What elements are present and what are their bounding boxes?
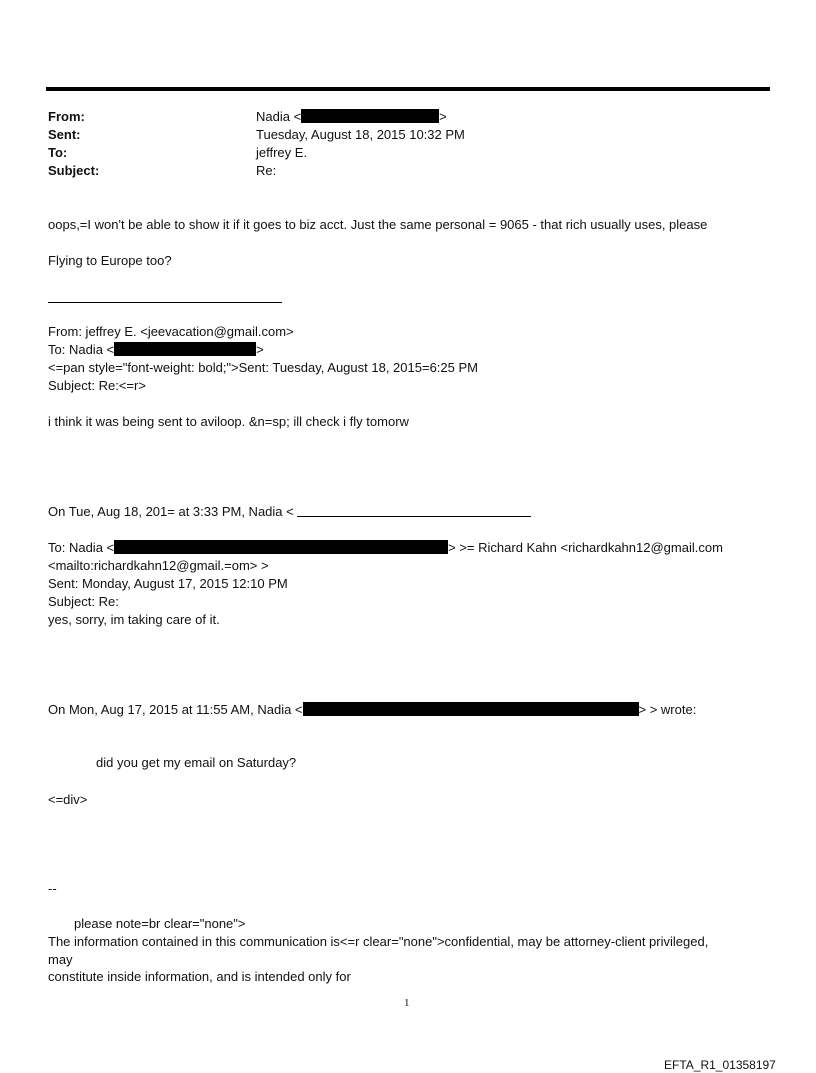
- quoted1-message: i think it was being sent to aviloop. &n=sp; ill check i fly tomorw: [48, 414, 409, 429]
- quoted1-from: From: jeffrey E. <jeevacation@gmail.com>: [48, 324, 294, 339]
- signature-line-2: may: [48, 952, 73, 967]
- redaction-box: [301, 109, 439, 123]
- quoted1-sent: <=pan style="font-weight: bold;">Sent: Tuesday, August 18, 2015=6:25 PM: [48, 360, 478, 375]
- quoted3-on-prefix: On Mon, Aug 17, 2015 at 11:55 AM, Nadia <: [48, 702, 303, 717]
- redaction-box: [114, 540, 448, 554]
- document-id: EFTA_R1_01358197: [664, 1058, 776, 1072]
- quoted2-on-text: On Tue, Aug 18, 201= at 3:33 PM, Nadia <: [48, 504, 294, 519]
- quoted3-message: did you get my email on Saturday?: [96, 755, 297, 770]
- quoted3-div-tag: <=div>: [48, 792, 88, 807]
- quoted2-to-suffix: > >= Richard Kahn <richardkahn12@gmail.com: [448, 540, 723, 555]
- sent-value: Tuesday, August 18, 2015 10:32 PM: [256, 127, 465, 142]
- quoted1-subject: Subject: Re:<=r>: [48, 378, 146, 393]
- redaction-blank-line: [297, 504, 531, 517]
- to-value: jeffrey E.: [256, 145, 308, 160]
- page-number: 1: [404, 997, 410, 1009]
- body-line-2: Flying to Europe too?: [48, 253, 172, 268]
- signature-note: please note=br clear="none">: [74, 916, 246, 931]
- quoted1-to-suffix: >: [256, 342, 264, 357]
- body-line-1: oops,=I won't be able to show it if it goes to biz acct. Just the same personal = 9065 - that rich usually uses, please: [48, 217, 708, 232]
- signature-line-1: The information contained in this communication is<=r clear="none">confidential, may be attorney-client privileged,: [48, 934, 709, 949]
- signature-dashes: --: [48, 881, 57, 896]
- quoted1-to-prefix: To: Nadia <: [48, 342, 115, 357]
- redaction-box: [114, 342, 256, 356]
- sent-label: Sent:: [48, 127, 81, 142]
- quoted2-sent: Sent: Monday, August 17, 2015 12:10 PM: [48, 576, 288, 591]
- subject-label: Subject:: [48, 163, 100, 178]
- to-label: To:: [48, 145, 68, 160]
- quoted2-on-line: [48, 504, 531, 519]
- from-value-suffix: >: [439, 109, 447, 124]
- separator-line: [48, 302, 282, 303]
- header-rule: [46, 87, 770, 91]
- quoted2-subject: Subject: Re:: [48, 594, 119, 609]
- from-value: [256, 109, 447, 124]
- from-label: From:: [48, 109, 85, 124]
- quoted3-on-suffix: > > wrote:: [638, 702, 697, 717]
- from-value-prefix: Nadia <: [256, 109, 302, 124]
- subject-value: Re:: [256, 163, 277, 178]
- redaction-box: [303, 702, 639, 716]
- quoted2-to: [48, 540, 723, 555]
- signature-line-3: constitute inside information, and is intended only for: [48, 969, 351, 984]
- quoted2-message: yes, sorry, im taking care of it.: [48, 612, 220, 627]
- quoted2-mailto: <mailto:richardkahn12@gmail.=om> >: [48, 558, 269, 573]
- quoted3-on-line: [48, 702, 696, 717]
- quoted1-to: [48, 342, 264, 357]
- quoted2-to-prefix: To: Nadia <: [48, 540, 115, 555]
